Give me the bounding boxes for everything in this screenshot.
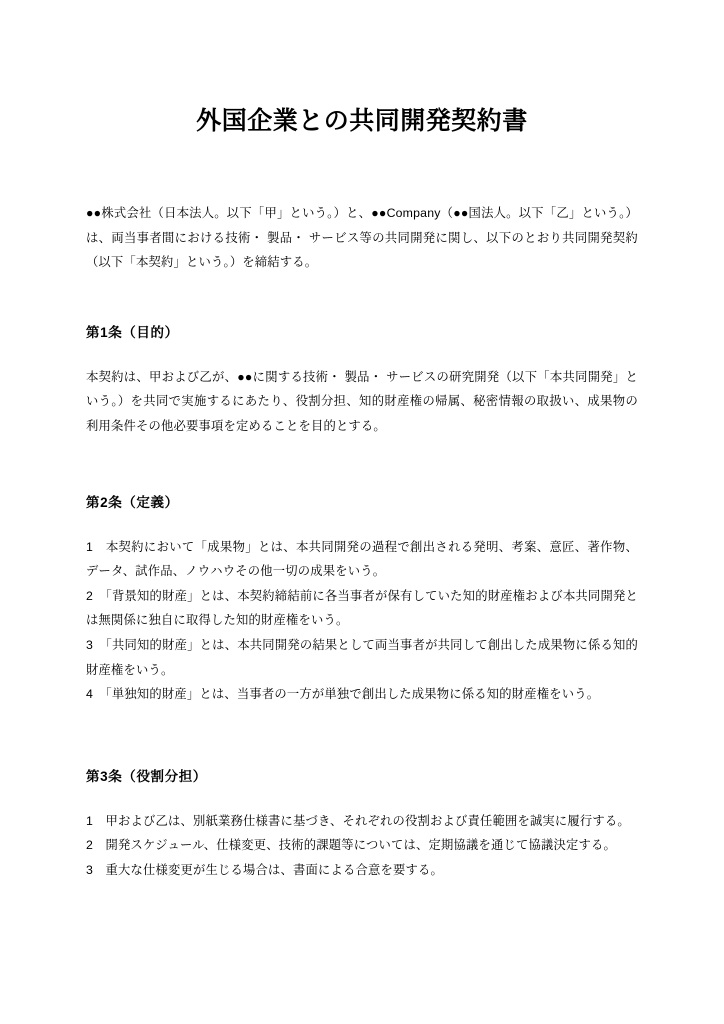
paragraph: 本契約は、甲および乙が、●●に関する技術・ 製品・ サービスの研究開発（以下「本共同開発」という。）を共同で実施するにあたり、役割分担、知的財産権の帰属、秘密情報の取扱い、成果物の利用条件その他必要事項を定めることを目的とする。 <box>86 369 638 433</box>
page-title: 外国企業との共同開発契約書 <box>196 107 528 135</box>
section-heading-article-3: 第3条（役割分担） <box>86 768 207 784</box>
section-article-3 <box>86 765 638 883</box>
paragraph: 3 重大な仕様変更が生じる場合は、書面による合意を要する。 <box>86 862 443 877</box>
section-body-article-1 <box>86 365 638 439</box>
paragraph: 1 本契約において「成果物」とは、本共同開発の過程で創出される発明、考案、意匠、著作物、データ、試作品、ノウハウその他一切の成果をいう。 <box>86 539 638 579</box>
intro-paragraph: ●●株式会社（日本法人。以下「甲」という。）と、●●Company（●●国法人。以下「乙」という。）は、両当事者間における技術・ 製品・ サービス等の共同開発に関し、以下のとおり共同開発契約（以下「本契約」という。）を締結する。 <box>86 206 638 270</box>
section-article-2 <box>86 491 638 707</box>
paragraph: 2 開発スケジュール、仕様変更、技術的課題等については、定期協議を通じて協議決定する。 <box>86 838 616 853</box>
paragraph: 3 「共同知的財産」とは、本共同開発の結果として両当事者が共同して創出した成果物に係る知的財産権をいう。 <box>86 637 638 677</box>
section-body-article-3 <box>86 809 638 883</box>
paragraph: 4 「単独知的財産」とは、当事者の一方が単独で創出した成果物に係る知的財産権をいう。 <box>86 687 600 702</box>
paragraph: 2 「背景知的財産」とは、本契約締結前に各当事者が保有していた知的財産権および本共同開発とは無関係に独自に取得した知的財産権をいう。 <box>86 588 638 628</box>
section-heading-article-2: 第2条（定義） <box>86 494 179 510</box>
section-heading-article-1: 第1条（目的） <box>86 324 179 340</box>
section-body-article-2 <box>86 535 638 707</box>
section-article-1 <box>86 321 638 439</box>
paragraph: 1 甲および乙は、別紙業務仕様書に基づき、それぞれの役割および責任範囲を誠実に履行する。 <box>86 813 630 828</box>
